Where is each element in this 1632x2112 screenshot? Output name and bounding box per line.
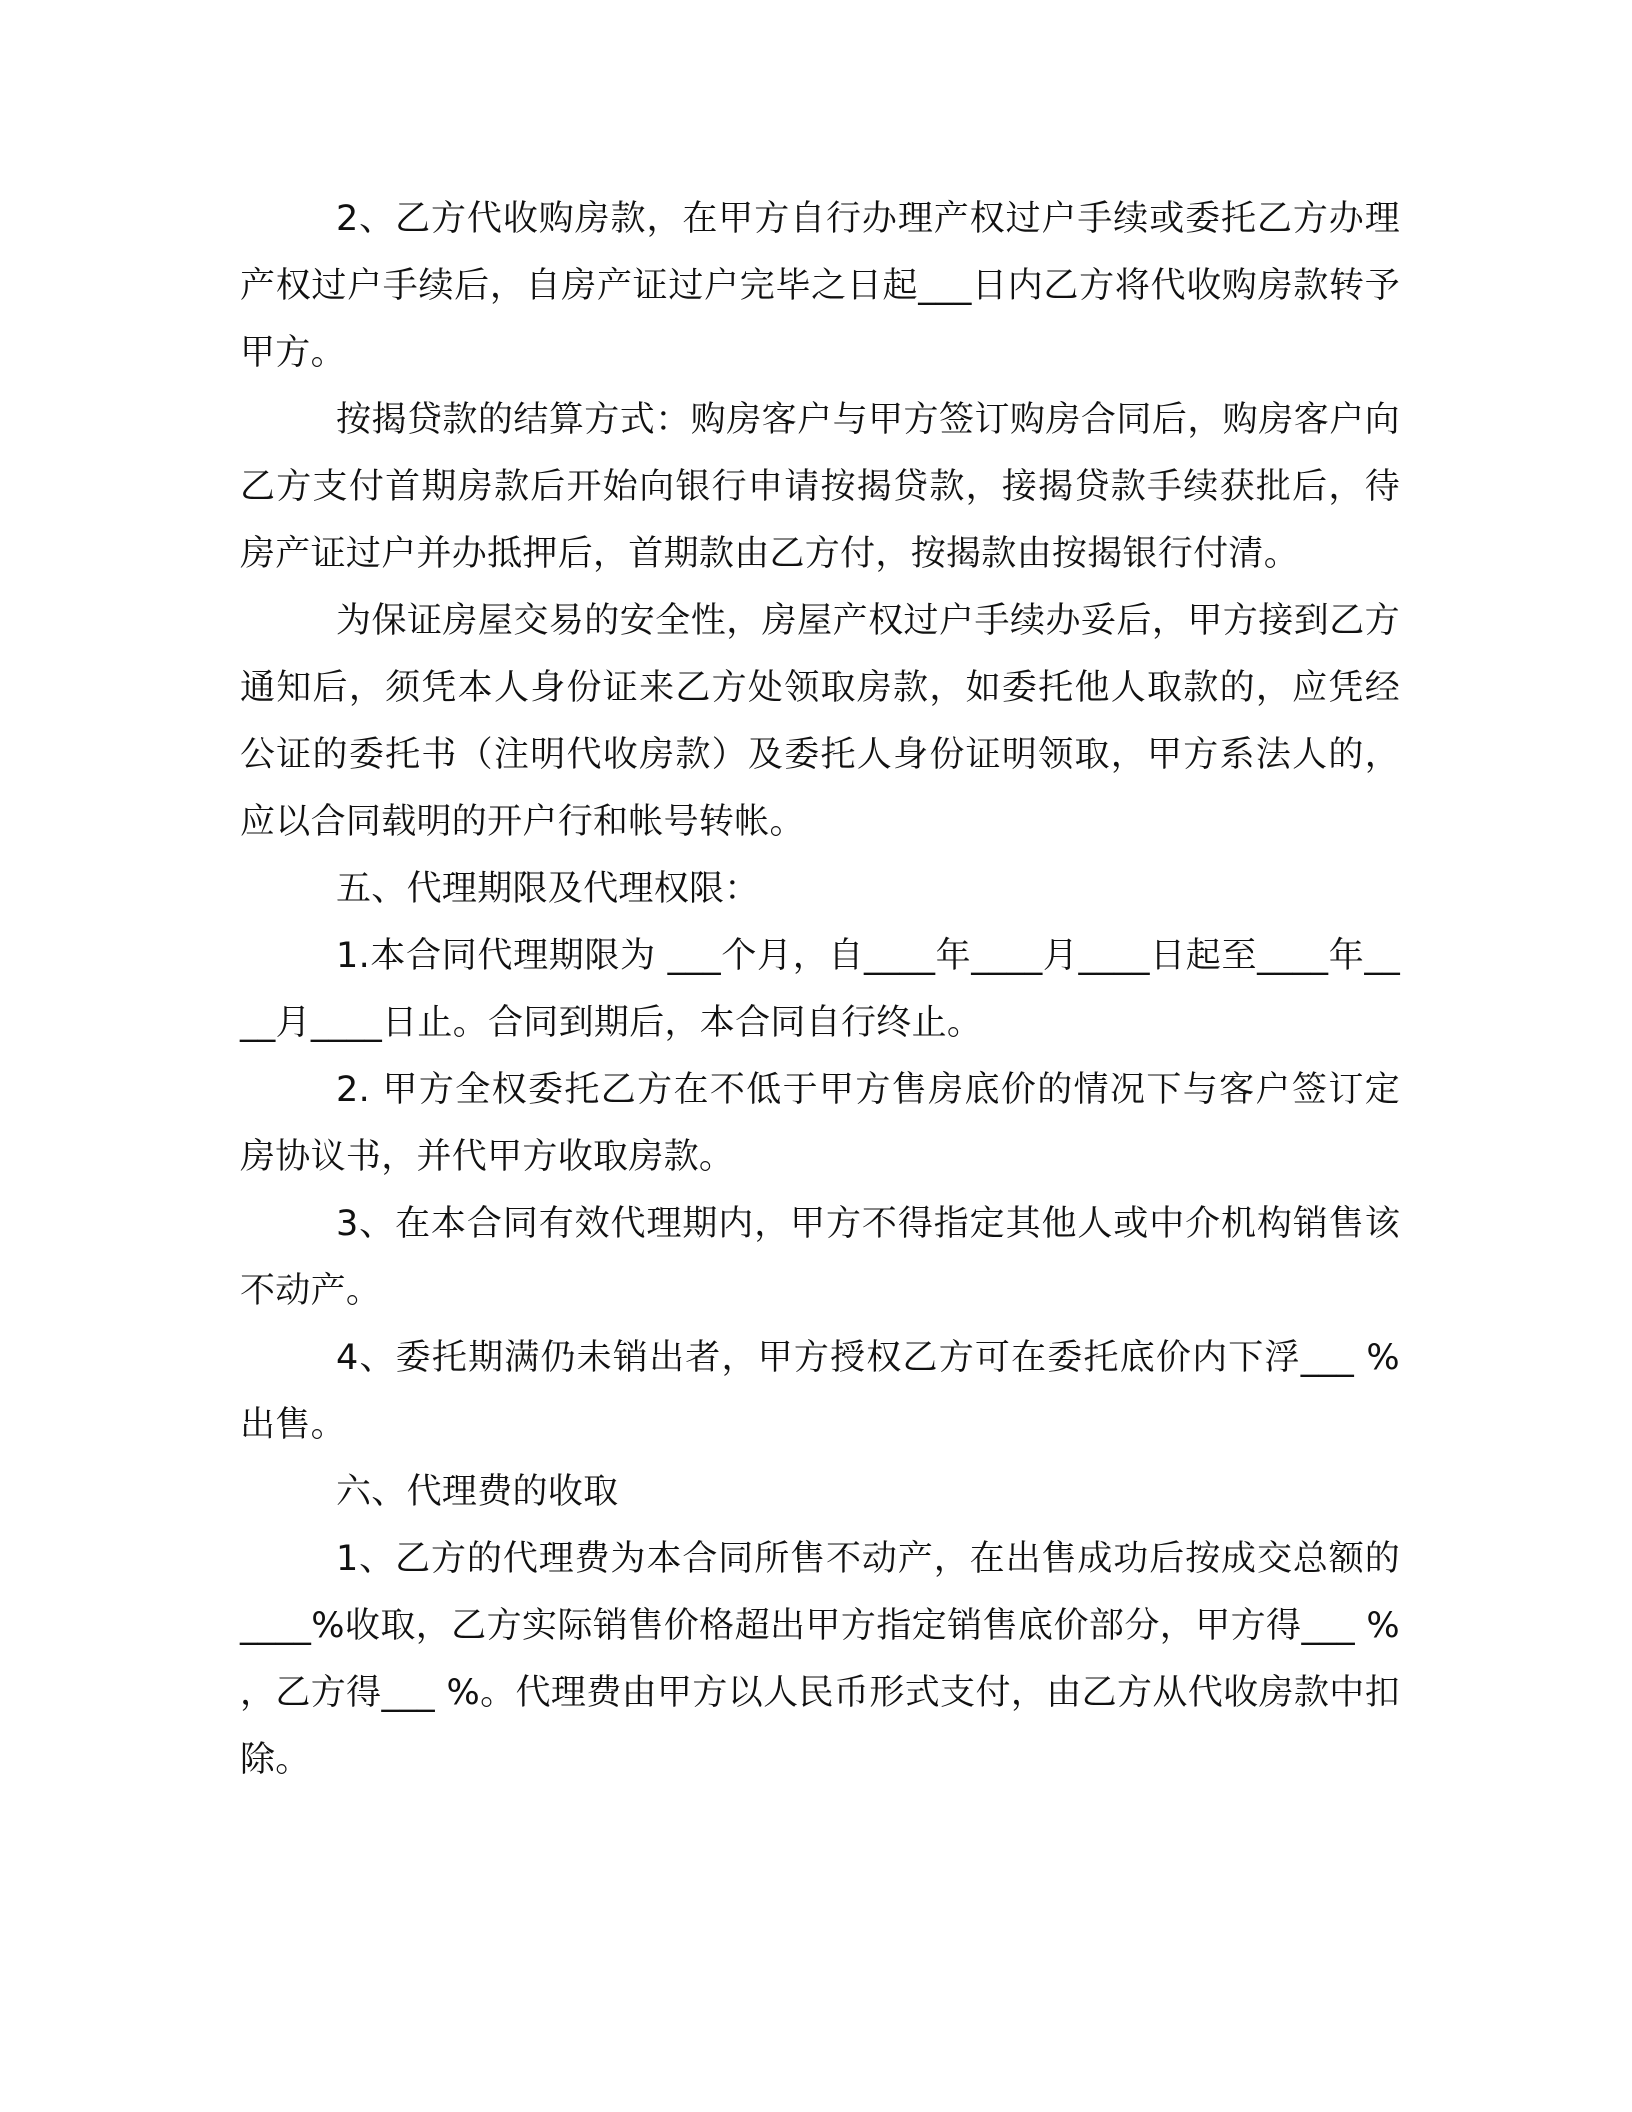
paragraph-price-reduction: 4、委托期满仍未销出者，甲方授权乙方可在委托底价内下浮___ %出售。 [240,1338,1400,1445]
paragraph-agency-fee: 1、乙方的代理费为本合同所售不动产，在出售成功后按成交总额的____%收取，乙方实际销售价格超出甲方指定销售底价部分，甲方得___ % ，乙方得___ %。代理费由甲方以人民币形式支付，由乙方从代收房款中扣除。 [240,1539,1400,1780]
paragraph-exclusive-agency: 3、在本合同有效代理期内，甲方不得指定其他人或中介机构销售该不动产。 [240,1204,1400,1311]
document-body [240,186,1400,1794]
paragraph-mortgage-settlement: 按揭贷款的结算方式：购房客户与甲方签订购房合同后，购房客户向乙方支付首期房款后开始向银行申请按揭贷款，接揭贷款手续获批后，待房产证过户并办抵押后，首期款由乙方付，按揭款由按揭银行付清。 [240,400,1400,574]
paragraph-full-authorization: 2. 甲方全权委托乙方在不低于甲方售房底价的情况下与客户签订定房协议书，并代甲方收取房款。 [240,1070,1400,1177]
paragraph-agency-period: 1.本合同代理期限为 ___个月，自____年____月____日起至____年____月____日止。合同到期后，本合同自行终止。 [240,936,1400,1043]
section-heading-agency-fee: 六、代理费的收取 [336,1472,619,1512]
paragraph-payment-transfer: 2、乙方代收购房款，在甲方自行办理产权过户手续或委托乙方办理产权过户手续后，自房产证过户完毕之日起___日内乙方将代收购房款转予甲方。 [240,199,1400,373]
section-heading-agency-term: 五、代理期限及代理权限： [336,869,760,909]
paragraph-transaction-safety: 为保证房屋交易的安全性，房屋产权过户手续办妥后，甲方接到乙方通知后，须凭本人身份证来乙方处领取房款，如委托他人取款的，应凭经公证的委托书（注明代收房款）及委托人身份证明领取，甲方系法人的，应以合同载明的开户行和帐号转帐。 [240,601,1400,842]
